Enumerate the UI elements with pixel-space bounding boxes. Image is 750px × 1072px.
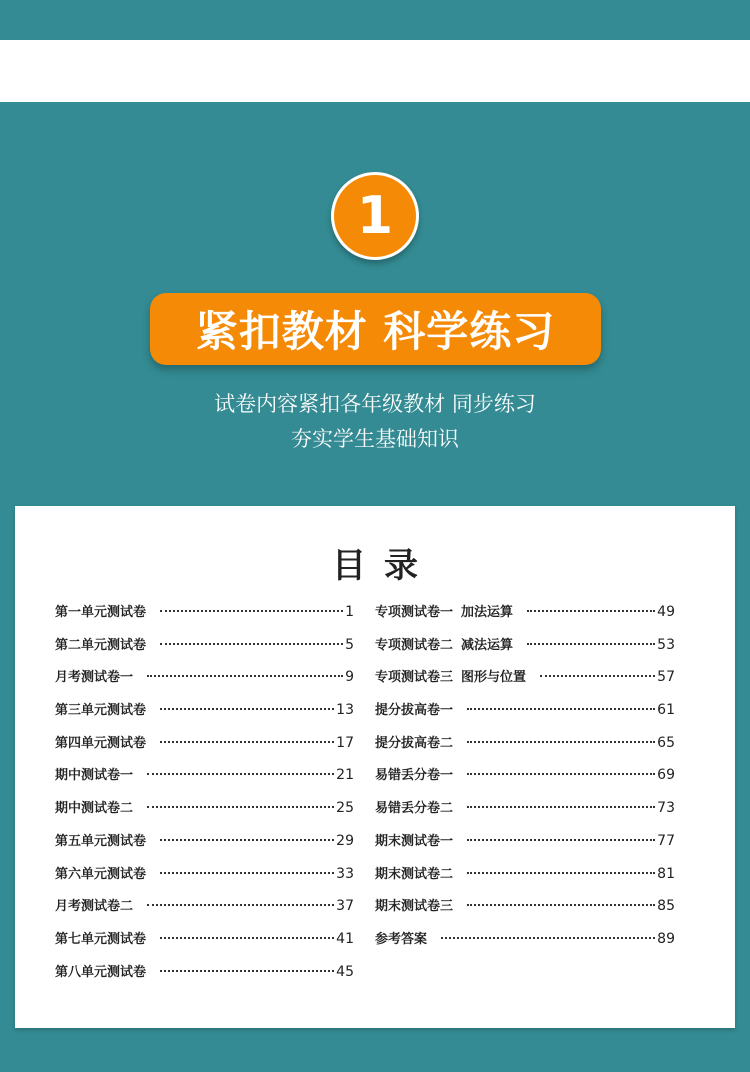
toc-entry (55, 764, 354, 797)
toc-entry-page: 29 (336, 832, 354, 849)
section-number-badge (331, 172, 419, 260)
toc-entry (55, 961, 354, 994)
toc-title: 目录 (332, 546, 436, 586)
toc-entry-page: 81 (657, 865, 675, 882)
toc-right-column (375, 601, 675, 961)
toc-entry-label: 期中测试卷一 (55, 768, 134, 784)
toc-entry-page: 25 (336, 800, 354, 817)
toc-dot-leader (441, 937, 655, 939)
toc-entry-label: 专项测试卷三 (375, 670, 454, 686)
title-banner (150, 293, 601, 365)
toc-entry-label: 第三单元测试卷 (55, 703, 147, 719)
toc-entry (55, 699, 354, 732)
toc-entry-label: 第八单元测试卷 (55, 964, 147, 980)
toc-entry-label: 专项测试卷一 (375, 605, 454, 620)
toc-entry-label: 期末测试卷二 (375, 866, 454, 882)
toc-entry-page: 5 (345, 636, 354, 653)
toc-dot-leader (160, 872, 334, 874)
toc-entry-page: 13 (336, 702, 354, 719)
toc-entry-page: 37 (336, 898, 354, 915)
toc-dot-leader (467, 773, 655, 775)
toc-dot-leader (160, 970, 334, 972)
toc-entry-page: 17 (336, 734, 354, 751)
toc-dot-leader (147, 806, 334, 808)
toc-entry-page: 89 (657, 930, 675, 947)
toc-entry-label: 期中测试卷二 (55, 801, 134, 817)
toc-entry-page: 65 (657, 734, 675, 751)
toc-entry (375, 863, 675, 896)
toc-entry-page: 69 (657, 767, 675, 784)
toc-dot-leader (540, 675, 655, 677)
toc-entry-label: 第五单元测试卷 (55, 833, 147, 849)
toc-entry-subtitle: 图形与位置 (461, 670, 527, 686)
toc-entry (55, 895, 354, 928)
toc-entry-label: 第六单元测试卷 (55, 866, 147, 882)
toc-entry-label: 易错丢分卷二 (375, 801, 454, 817)
toc-entry-label: 第二单元测试卷 (55, 637, 147, 653)
toc-entry-label: 期末测试卷三 (375, 899, 454, 915)
toc-dot-leader (160, 741, 334, 743)
toc-entry (55, 830, 354, 863)
toc-entry-page: 41 (336, 930, 354, 947)
toc-dot-leader (160, 937, 334, 939)
toc-dot-leader (467, 708, 655, 710)
toc-entry-page: 77 (657, 832, 675, 849)
toc-entry-subtitle: 加法运算 (461, 605, 514, 620)
toc-entry-page: 45 (336, 963, 354, 980)
toc-entry (375, 732, 675, 765)
toc-dot-leader (160, 708, 334, 710)
toc-dot-leader (527, 610, 655, 612)
toc-entry (55, 928, 354, 961)
toc-entry-page: 57 (657, 669, 675, 686)
toc-entry-label: 易错丢分卷一 (375, 768, 454, 784)
toc-dot-leader (467, 904, 655, 906)
toc-entry-page: 73 (657, 800, 675, 817)
toc-entry-label: 第四单元测试卷 (55, 735, 147, 751)
subtitle-line-1: 试卷内容紧扣各年级教材 同步练习 (214, 392, 536, 416)
toc-dot-leader (147, 675, 343, 677)
toc-entry (55, 634, 354, 667)
toc-dot-leader (467, 806, 655, 808)
toc-dot-leader (147, 773, 334, 775)
toc-entry (55, 863, 354, 896)
toc-entry-label: 提分拔高卷二 (375, 735, 454, 751)
toc-entry (55, 666, 354, 699)
toc-entry-label: 期末测试卷一 (375, 833, 454, 849)
toc-entry-subtitle: 减法运算 (461, 637, 514, 653)
toc-dot-leader (160, 839, 334, 841)
toc-entry (375, 895, 675, 928)
toc-dot-leader (467, 741, 655, 743)
toc-entry (375, 764, 675, 797)
toc-entry-page: 49 (657, 604, 675, 620)
toc-left-column (55, 601, 354, 993)
toc-entry (55, 732, 354, 765)
toc-entry-label: 提分拔高卷一 (375, 703, 454, 719)
toc-entry (55, 797, 354, 830)
toc-entry-page: 9 (345, 669, 354, 686)
toc-entry (375, 634, 675, 667)
toc-entry-page: 33 (336, 865, 354, 882)
toc-entry (375, 830, 675, 863)
toc-entry (375, 699, 675, 732)
section-number: 1 (356, 186, 394, 246)
toc-dot-leader (467, 872, 655, 874)
toc-entry-page: 85 (657, 898, 675, 915)
toc-entry (375, 601, 675, 634)
toc-dot-leader (160, 610, 343, 612)
toc-entry-label: 第七单元测试卷 (55, 931, 147, 947)
toc-entry-page: 61 (657, 702, 675, 719)
toc-dot-leader (467, 839, 655, 841)
toc-entry (375, 797, 675, 830)
toc-entry (375, 928, 675, 961)
toc-entry-page: 1 (345, 604, 354, 620)
toc-dot-leader (527, 643, 655, 645)
subtitle-line-2: 夯实学生基础知识 (291, 427, 459, 451)
toc-dot-leader (160, 643, 343, 645)
toc-entry-label: 专项测试卷二 (375, 637, 454, 653)
toc-dot-leader (147, 904, 334, 906)
toc-entry-page: 21 (336, 767, 354, 784)
toc-entry (55, 601, 354, 634)
toc-entry-label: 月考测试卷二 (55, 899, 134, 915)
toc-entry-label: 月考测试卷一 (55, 670, 134, 686)
top-white-band (0, 40, 750, 102)
toc-entry-label: 第一单元测试卷 (55, 605, 147, 620)
banner-title: 紧扣教材 科学练习 (195, 307, 556, 356)
toc-entry (375, 666, 675, 699)
toc-entry-label: 参考答案 (375, 931, 428, 947)
toc-entry-page: 53 (657, 636, 675, 653)
